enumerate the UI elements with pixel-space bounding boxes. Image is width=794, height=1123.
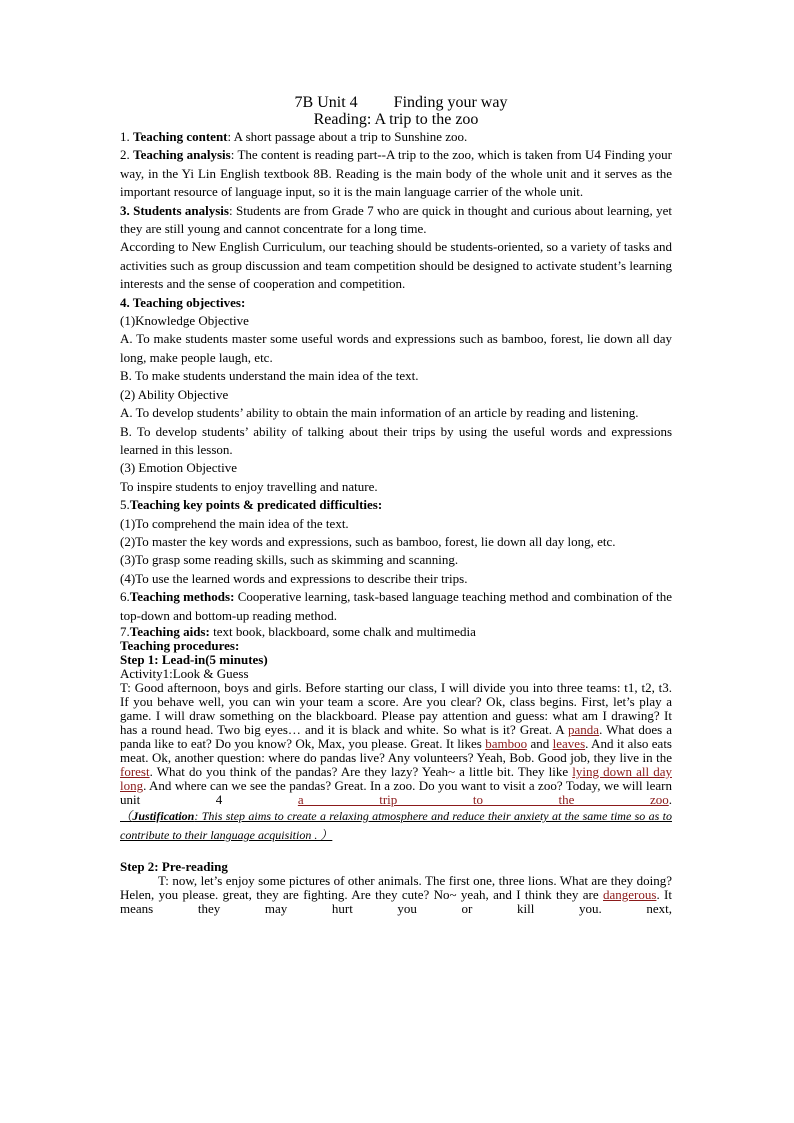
activity-label: Activity1:Look & Guess (120, 665, 249, 681)
step-heading: Step 2: Pre-reading (120, 858, 228, 874)
justification-note: （Justification: This step aims to create a relaxing atmosphere and reduce their anxiety at the same time so as to contribute to their language acquisition . ） (120, 808, 672, 842)
procedures-heading: Teaching procedures: (120, 637, 240, 653)
keyword-leaves: leaves (552, 735, 586, 751)
key-point-item: (4)To use the learned words and expressions to describe their trips. (120, 570, 468, 586)
section-heading: 4. Teaching objectives: (120, 294, 246, 310)
section-teaching-analysis: 2. Teaching analysis: The content is reading part--A trip to the zoo, which is taken from U4 Finding your way, in the Yi Lin English textbook 8B. Reading is the main body of the whole unit and it serves as the important resource of language input, so it is the main language carrier of the whole unit. (120, 147, 672, 200)
unit-label: 7B Unit 4 (294, 94, 358, 111)
objective-item: A. To develop students’ ability to obtain the main information of an article by reading and listening. (120, 405, 639, 421)
teacher-script: T: now, let’s enjoy some pictures of other animals. The first one, three lions. What are they doing? Helen, you please. great, they are fighting. Are they cute? No~ yeah, and I think they are dangerous. It means they may hurt you or kill you. next, (120, 872, 672, 916)
unit-title: Finding your way (393, 94, 508, 111)
section-teaching-aids: 7.Teaching aids: text book, blackboard, some chalk and multimedia (120, 623, 476, 639)
keyword-bamboo: bamboo (485, 735, 528, 751)
section-teaching-methods: 6.Teaching methods: Cooperative learning, task-based language teaching method and combination of the top-down and bottom-up reading method. (120, 589, 672, 623)
section-teaching-content: 1. Teaching content: A short passage about a trip to Sunshine zoo. (120, 129, 468, 144)
section-heading: Teaching key points & predicated difficulties: (129, 497, 383, 513)
keyword-trip: a trip to the zoo (297, 791, 669, 807)
keyword-panda: panda (568, 721, 600, 737)
justification-label: Justification (132, 808, 195, 823)
objective-heading: (2) Ability Objective (120, 386, 229, 402)
objective-item: A. To make students master some useful words and expressions such as bamboo, forest, lie down all day long, make people laugh, etc. (120, 331, 672, 365)
section-heading: Teaching analysis (133, 147, 231, 163)
objective-item: B. To develop students’ ability of talking about their trips by using the useful words and expressions learned in this lesson. (120, 423, 672, 457)
objective-item: B. To make students understand the main idea of the text. (120, 368, 419, 384)
key-point-item: (2)To master the key words and expressions, such as bamboo, forest, lie down all day long, etc. (120, 533, 616, 549)
document-title (120, 94, 672, 128)
objective-heading: (3) Emotion Objective (120, 460, 237, 476)
lesson-title: Reading: A trip to the zoo (313, 111, 479, 128)
keyword-forest: forest (120, 763, 150, 779)
teacher-script: T: Good afternoon, boys and girls. Before starting our class, I will divide you into three teams: t1, t2, t3. If you behave well, you can win your team a score. Are you clear? Ok, class begins. First, let’s play a game. I will draw something on the blackboard. Please pay attention and guess: what am I drawing? It has a round head. Two big eyes… and it is black and white. So what is it? Great. A panda. What does a panda like to eat? Do you know? Ok, Max, you please. Great. It likes bamboo and leaves. And it also eats meat. Ok, another question: where do pandas live? Any volunteers? Yeah, Bob. Good job, they live in the forest. What do you think of the pandas? Are they lazy? Yeah~ a little bit. They like lying down all day long. And where can we see the pandas? Great. In a zoo. Do you want to visit a zoo? Today, we will learn unit 4 a trip to the zoo. (120, 679, 672, 807)
paragraph: According to New English Curriculum, our teaching should be students-oriented, so a variety of tasks and activities such as group discussion and team competition should be designed to activate student’s learning interests and the sense of cooperation and competition. (120, 239, 672, 292)
section-students-analysis: 3. Students analysis: Students are from Grade 7 who are quick in thought and curious about learning, yet they are still young and cannot concentrate for a long time. (120, 202, 672, 237)
section-heading: Teaching aids: (129, 623, 210, 639)
step-heading: Step 1: Lead-in(5 minutes) (120, 651, 268, 667)
keyword-dangerous: dangerous (603, 886, 657, 902)
keyword-lying: lying down all day long (120, 763, 672, 793)
key-point-item: (3)To grasp some reading skills, such as skimming and scanning. (120, 552, 459, 568)
section-heading: Teaching content (133, 129, 228, 144)
section-key-points: 5.Teaching key points & predicated difficulties: (120, 497, 383, 513)
key-point-item: (1)To comprehend the main idea of the text. (120, 515, 349, 531)
objective-item: To inspire students to enjoy travelling and nature. (120, 478, 378, 494)
section-heading: 3. Students analysis (120, 202, 229, 218)
objective-heading: (1)Knowledge Objective (120, 313, 249, 329)
document-page (120, 94, 672, 916)
section-heading: Teaching methods: (129, 589, 235, 605)
